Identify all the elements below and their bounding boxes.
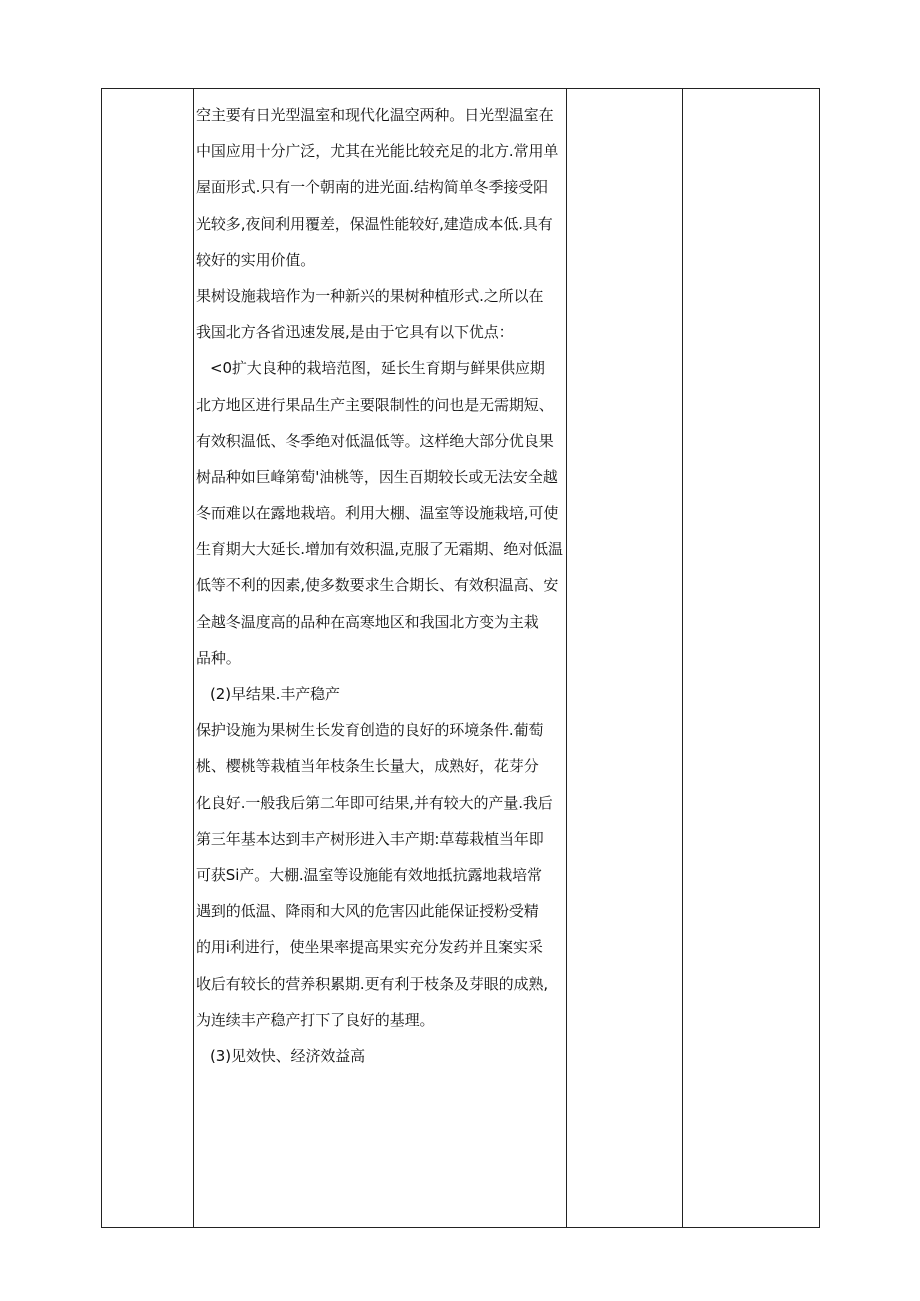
text-line: 桃、樱桃等栽植当年枝条生长量大，成熟好，花芽分 <box>196 757 539 776</box>
document-table <box>101 88 820 1228</box>
table-column-divider <box>682 89 683 1227</box>
text-line: 空主要有日光型温室和现代化温空两种。日光型温室在 <box>196 106 554 124</box>
text-line: 化良好.一般我后第二年即可结果,并有较大的产量.我后 <box>196 793 553 812</box>
text-line: 我国北方各省迅速发展,是由于它具有以下优点： <box>196 323 514 342</box>
text-line: 保护设施为果树生长发育创造的良好的环境条件.葡萄 <box>196 721 544 740</box>
section-heading: (3)见效快、经济效益高 <box>210 1046 366 1065</box>
text-line: 较好的实用价值。 <box>196 250 316 269</box>
table-column-divider <box>193 89 194 1227</box>
text-line: 有效积温低、冬季绝对低温低等。这样绝大部分优良果 <box>196 431 554 450</box>
text-line: 低等不利的因素,使多数要求生合期长、有效积温高、安 <box>196 576 559 595</box>
text-line: 树品种如巨峰第萄'油桃等，因生百期较长或无法安全越 <box>196 467 558 486</box>
text-line: 北方地区进行果品生产主要限制性的问也是无需期短、 <box>196 395 554 414</box>
section-heading: (2)早结果.丰产稳产 <box>210 685 340 703</box>
text-line: 中国应用十分广泛，尤其在光能比较充足的北方.常用单 <box>196 142 559 161</box>
text-line: 全越冬温度高的品种在高寒地区和我国北方变为主栽 <box>196 612 539 631</box>
text-line: 可获Si产。大棚.温室等设施能有效地抵抗露地栽培常 <box>196 865 542 884</box>
section-heading: <0扩大良种的栽培范图，延长生育期与鲜果供应期 <box>210 359 545 378</box>
text-line: 第三年基本达到丰产树形进入丰产期:草莓栽植当年即 <box>196 829 544 848</box>
text-line: 为连续丰产稳产打下了良好的基理。 <box>196 1010 435 1029</box>
text-line: 果树设施栽培作为一种新兴的果树种植形式.之所以在 <box>196 286 544 305</box>
text-line: 生育期大大延长.增加有效积温,克服了无霜期、绝对低温 <box>196 540 563 559</box>
text-line: 屋面形式.只有一个朝南的进光面.结构简单冬季接受阳 <box>196 178 549 197</box>
main-text-cell <box>196 97 568 1074</box>
text-line: 冬而难以在露地栽培。利用大棚、温室等设施栽培,可使 <box>196 504 559 523</box>
text-line: 品种。 <box>196 648 241 667</box>
text-line: 的用i利进行，使坐果率提高果实充分发药并且案实采 <box>196 938 543 957</box>
text-line: 遇到的低温、降雨和大风的危害囚此能保证授粉受精 <box>196 902 539 921</box>
text-line: 收后有较长的营养积累期.更有利于枝条及芽眼的成熟, <box>196 974 549 993</box>
text-line: 光较多,夜间利用覆差，保温性能较好,建造成本低.具有 <box>196 214 553 233</box>
